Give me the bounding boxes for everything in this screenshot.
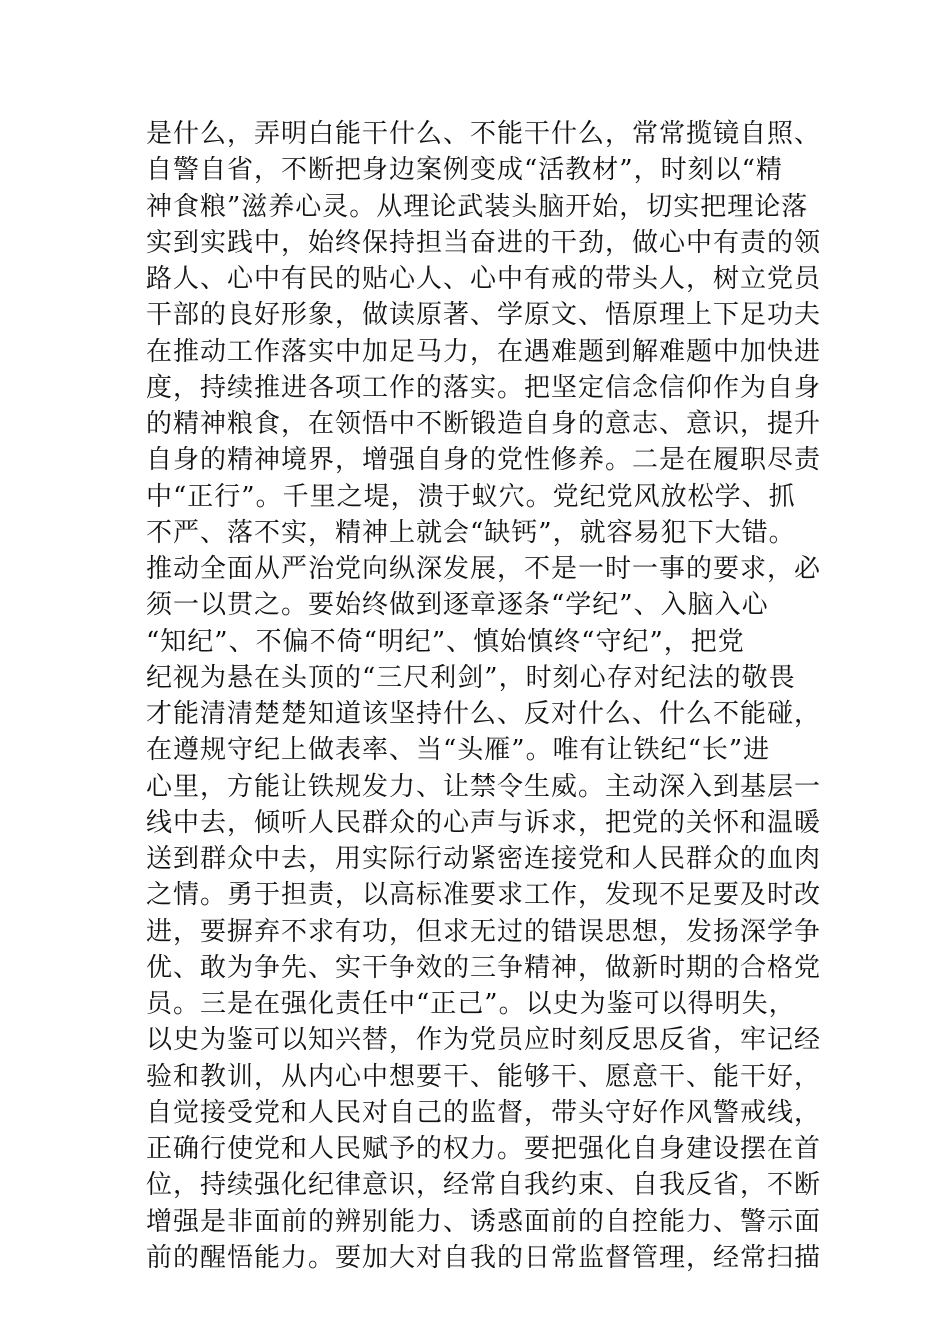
text-line: 线中去，倾听人民群众的心声与诉求，把党的关怀和温暖 xyxy=(146,807,822,838)
text-line: 心里，方能让铁规发力、让禁令生威。主动深入到基层一 xyxy=(146,771,822,802)
text-line: 增强是非面前的辨别能力、诱惑面前的自控能力、警示面 xyxy=(146,1206,822,1237)
text-line: 推动全面从严治党向纵深发展，不是一时一事的要求，必 xyxy=(146,554,822,584)
text-line: 以史为鉴可以知兴替，作为党员应时刻反思反省，牢记经 xyxy=(146,1025,822,1056)
text-line: 干部的良好形象，做读原著、学原文、悟原理上下足功夫 xyxy=(146,300,822,331)
text-line: 神食粮”滋养心灵。从理论武装头脑开始，切实把理论落 xyxy=(146,191,809,222)
text-line: 不严、落不实，精神上就会“缺钙”，就容易犯下大错。 xyxy=(146,517,796,548)
text-line: 须一以贯之。要始终做到逐章逐条“学纪”、入脑入心 xyxy=(146,590,769,621)
text-line: 是什么，弄明白能干什么、不能干什么，常常揽镜自照、 xyxy=(146,119,822,149)
text-line: 自身的精神境界，增强自身的党性修养。二是在履职尽责 xyxy=(146,445,822,476)
body-text xyxy=(146,116,822,1276)
text-line: 实到实践中，始终保持担当奋进的干劲，做心中有责的领 xyxy=(146,227,822,258)
text-line: 在遵规守纪上做表率、当“头雁”。唯有让铁纪“长”进 xyxy=(146,735,771,766)
text-line: “知纪”、不偏不倚“明纪”、慎始慎终“守纪”，把党 xyxy=(146,626,745,657)
text-line: 中“正行”。千里之堤，溃于蚁穴。党纪党风放松学、抓 xyxy=(146,481,796,512)
text-line: 前的醒悟能力。要加大对自我的日常监督管理，经常扫描 xyxy=(146,1242,822,1273)
text-line: 在推动工作落实中加足马力，在遇难题到解难题中加快进 xyxy=(146,336,822,367)
text-line: 纪视为悬在头顶的“三尺利剑”，时刻心存对纪法的敬畏 xyxy=(146,662,796,693)
text-line: 送到群众中去，用实际行动紧密连接党和人民群众的血肉 xyxy=(146,844,822,874)
text-line: 自觉接受党和人民对自己的监督，带头守好作风警戒线， xyxy=(146,1097,822,1128)
text-line: 员。三是在强化责任中“正己”。以史为鉴可以得明失， xyxy=(146,989,796,1019)
text-line: 优、敢为争先、实干争效的三争精神，做新时期的合格党 xyxy=(146,952,822,983)
text-line: 之情。勇于担责，以高标准要求工作，发现不足要及时改 xyxy=(146,880,822,911)
text-line: 位，持续强化纪律意识，经常自我约束、自我反省，不断 xyxy=(146,1170,822,1201)
text-line: 验和教训，从内心中想要干、能够干、愿意干、能干好， xyxy=(146,1061,822,1092)
text-line: 的精神粮食，在领悟中不断锻造自身的意志、意识，提升 xyxy=(146,409,822,439)
text-line: 正确行使党和人民赋予的权力。要把强化自身建设摆在首 xyxy=(146,1134,822,1164)
text-line: 度，持续推进各项工作的落实。把坚定信念信仰作为自身 xyxy=(146,372,822,403)
text-line: 进，要摒弃不求有功，但求无过的错误思想，发扬深学争 xyxy=(146,916,822,947)
text-line: 自警自省，不断把身边案例变成“活教材”，时刻以“精 xyxy=(146,155,783,186)
text-line: 路人、心中有民的贴心人、心中有戒的带头人，树立党员 xyxy=(146,264,822,294)
text-line: 才能清清楚楚知道该坚持什么、反对什么、什么不能碰， xyxy=(146,699,822,729)
